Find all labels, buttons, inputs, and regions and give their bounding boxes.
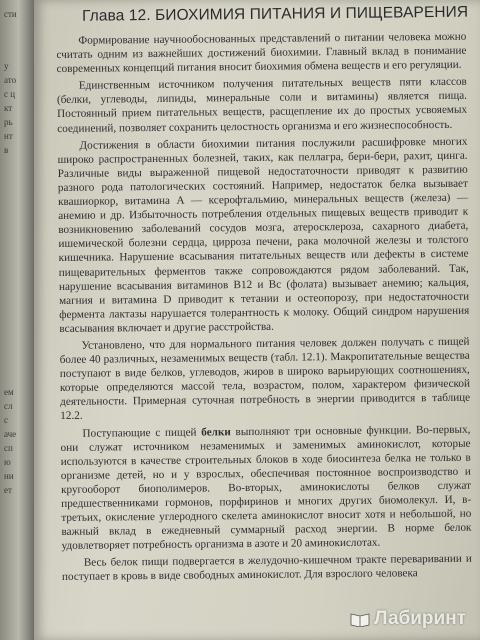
book-page <box>34 0 480 640</box>
edge-fragment: ет <box>4 485 12 495</box>
watermark <box>350 608 466 630</box>
edge-fragment: ато <box>4 75 17 85</box>
paragraph-protein-functions: Поступающие с пищей белки выполняют три основные функции. Во-первых, они служат источником незаменимых и заменимых аминокислот, которые используются в качестве строительных блоков в ходе биосинтеза белка не только в организме детей, но и у взрослых, обеспечивая постоянное воспроизводство и кругооборот биополимеров. Во-вторых, аминокислоты белков служат предшественниками гормонов, порфиринов и многих других биомолекул. И, в-третьих, окисление углеродного скелета аминокислот вносит хотя и небольшой, но важный вклад в ежедневный суммарный расход энергии. В норме белок удовлетворяет потребность организма в азоте и 20 аминокислотах. <box>60 423 472 553</box>
paragraph-nutrient-sources: Единственным источником получения питательных веществ пяти классов (белки, углеводы, липиды, минеральные соли и витамины) является пища. Постоянный прием питательных веществ, расщепление их до простых усвояемых соединений, позволяет сохранить целостность организма и его жизнеспособность. <box>56 75 468 135</box>
paragraph-intro: Формирование научнообоснованных представлений о питании человека можно считать одним из важнейших достижений биохимии. Главный вклад в понимание современных концепций питания вносит биохимия обмена веществ и его регуляции. <box>56 30 467 76</box>
paragraph-essential-substances: Установлено, что для нормального питания человек должен получать с пищей более 40 различных, незаменимых веществ (табл. 12.1). Макропитательные вещества поступают в виде белков, углеводов, жиров в широко варьирующих соотношениях, которые определяются массой тела, возрастом, полом, характером физической деятельности. Примерная суточная потребность в энергии приводится в таблице 12.2. <box>59 335 471 423</box>
edge-fragment: в <box>4 145 9 155</box>
edge-fragment: рь <box>4 117 13 127</box>
watermark-text: Лабиринт <box>374 608 466 629</box>
edge-fragment: кт <box>4 103 13 113</box>
paragraph-digestion: Весь белок пищи подвергается в желудочно-кишечном тракте переваривании и поступает в кровь в виде свободных аминокислот. Для взрослого человека <box>61 553 472 584</box>
previous-page-edge <box>0 0 34 640</box>
page-text <box>56 4 472 588</box>
edge-fragment: сл <box>4 401 13 411</box>
bold-term: белки <box>201 425 231 439</box>
edge-fragment: с ц <box>4 89 16 99</box>
edge-fragment: с <box>4 415 8 425</box>
chapter-title: Глава 12. БИОХИМИЯ ПИТАНИЯ И ПИЩЕВАРЕНИЯ <box>81 3 469 25</box>
book-logo-icon <box>350 611 370 627</box>
edge-fragment: у <box>4 61 9 71</box>
edge-fragment: сти <box>4 9 17 19</box>
edge-fragment: ю <box>4 457 11 467</box>
edge-fragment: ни <box>4 471 14 481</box>
edge-fragment: ем <box>4 387 14 397</box>
edge-fragment: аче <box>4 429 17 439</box>
edge-fragment: сп <box>4 443 13 453</box>
edge-fragment: нт <box>4 131 13 141</box>
paragraph-diseases: Достижения в области биохимии питания послужили расшифровке многих широко распространенных болезней, таких, как пеллагра, бери-бери, рахит, цинга. Различные виды выраженной пищевой недостаточности приводят к развитию разного рода патологических состояний. Например, недостаток белка вызывает квашиоркор, витамина А — ксерофтальмию, минеральных веществ (железа) — анемию и др. Избыточность потребления отдельных пищевых веществ приводит к возникновению заболеваний сосудов мозга, атеросклероза, сахарного диабета, ишемической болезни сердца, цирроза печени, рака молочной железы и толстого кишечника. Нарушение всасывания питательных веществ или дефекты в системе пищеварительных ферментов также сопровождаются рядом заболеваний. Так, нарушение всасывания витаминов B12 и Bc (фолата) вызывает анемию; кальция, магния и витамина D приводит к тетании и остеопорозу, при недостаточности фермента лактазы нарушается толерантность к молоку. Общий синдром нарушения всасывания включает и другие расстройства. <box>57 135 470 335</box>
